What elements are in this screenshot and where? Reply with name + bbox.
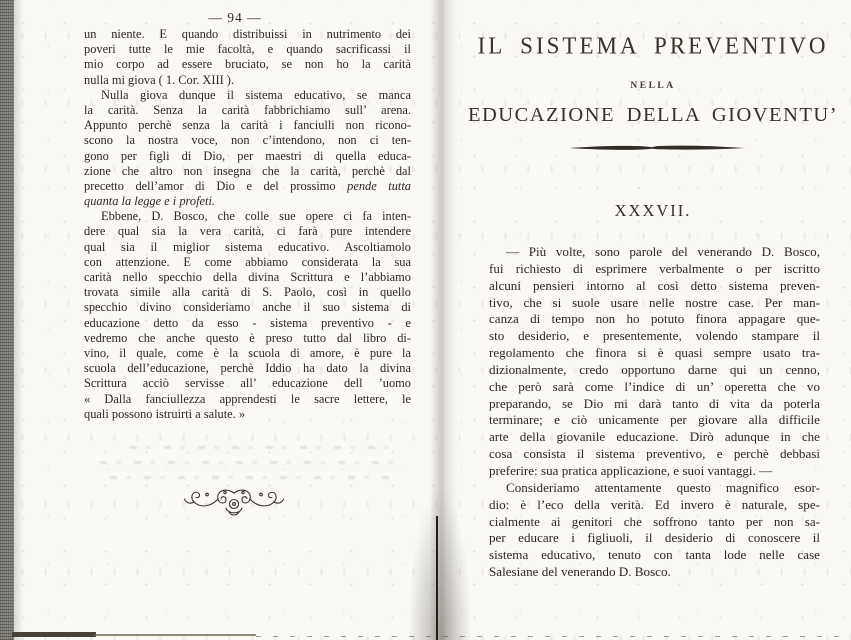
text-line: trovata simile alla carità di S. Paolo, così in quello bbox=[84, 285, 411, 300]
scan-edge-left-fade bbox=[14, 0, 24, 640]
text-line: la carità. Senza la carità fabbrichiamo sull’ arena. bbox=[84, 102, 411, 117]
chapter-subtitle: NELLA bbox=[630, 81, 676, 91]
right-page-body-text bbox=[489, 244, 820, 581]
text-line: vino, il quale, come è la scuola di amore, è pure la bbox=[84, 345, 411, 360]
text-line: precetto dell’amor di Dio e del prossimo pende tutta bbox=[84, 178, 411, 193]
gutter-shadow-bottom bbox=[408, 490, 472, 640]
text-line: fui richiesto di esprimere verbalmente o per iscritto bbox=[489, 260, 820, 276]
text-line: mio corpo ad essere bruciato, se non ho la carità bbox=[84, 57, 411, 72]
bleed-through-noise bbox=[110, 476, 390, 479]
text-line: cialmente ai genitori che soffrono tanto per non sa- bbox=[489, 513, 820, 529]
text-line: educazione detto da esso - sistema preventivo - e bbox=[84, 315, 411, 330]
text-line: preferire: sua pratica applicazione, e suoi vantaggi. — bbox=[489, 462, 773, 478]
text-line: preparando, se Dio mi darà tanto di vita da poterla bbox=[489, 395, 820, 411]
text-line: zione che altro non insegna che la carità, perchè dal bbox=[84, 163, 411, 178]
text-line: specchio divino consideriamo anche il suo sistema di bbox=[84, 300, 411, 315]
left-page-body-text bbox=[84, 27, 411, 422]
text-line: Appunto perchè senza la carità i fanciulli non ricono- bbox=[84, 118, 411, 133]
text-line: con attenzione. E come abbiamo considerata la sua bbox=[84, 254, 411, 269]
text-line: per educare i figliuoli, il desiderio di conoscere il bbox=[489, 530, 820, 546]
text-line: quali possono istruirti a salute. » bbox=[84, 406, 246, 421]
text-line: dere qual sia la vera carità, ci farà pure intendere bbox=[84, 224, 411, 239]
text-line: che però sarà come l’indice di un’ operetta che vo bbox=[489, 378, 820, 394]
text-line: gono per figli di Dio, per maestri di quella educa- bbox=[84, 148, 411, 163]
scroll-flourish-ornament bbox=[181, 483, 287, 519]
chapter-title: IL SISTEMA PREVENTIVO bbox=[477, 32, 829, 59]
chapter-title-line2: EDUCAZIONE DELLA GIOVENTU’ bbox=[467, 104, 839, 126]
text-line: nulla mi giova ( 1. Cor. XIII ). bbox=[84, 72, 235, 87]
text-line: dizionalmente, credo opportuno darne qui un cenno, bbox=[489, 361, 820, 377]
text-line: scuola dell’educazione, perchè Iddio ha dato la divina bbox=[84, 361, 411, 376]
text-line: regolamento che finora si è quasi sempre usato tra- bbox=[489, 345, 820, 361]
text-line: Consideriamo attentamente questo magnifico esor- bbox=[506, 479, 820, 495]
text-line: alcuni pensieri intorno al così detto sistema preven- bbox=[489, 277, 820, 293]
bleed-through-noise bbox=[130, 446, 400, 449]
text-line: canza di tempo non ho potuto finora appagare que- bbox=[489, 311, 820, 327]
text-line: tivo, che si suole usare nelle nostre case. Per man- bbox=[489, 294, 820, 310]
tapered-rule-ornament bbox=[568, 144, 746, 152]
text-line: « Dalla fanciullezza apprendesti le sacre lettere, le bbox=[84, 391, 411, 406]
text-line: vedremo che anche questo è preso tutto dal libro di- bbox=[84, 330, 411, 345]
text-line: — Più volte, sono parole del venerando D. Bosco, bbox=[506, 244, 820, 259]
section-heading: XXXVII. bbox=[614, 201, 692, 220]
text-line: sistema educativo, tenuto con tanta lode nelle case bbox=[489, 547, 820, 563]
text-line: qual sia il miglior sistema educativo. Ascoltiamolo bbox=[84, 239, 411, 254]
gutter-fold-line bbox=[436, 516, 438, 640]
scan-edge-left bbox=[0, 0, 14, 640]
text-line: un niente. E quando distribuissi in nutrimento dei bbox=[84, 27, 411, 41]
bleed-through-noise bbox=[100, 461, 400, 464]
text-line: Salesiane del venerando D. Bosco. bbox=[489, 564, 671, 580]
text-line: quanta la legge e i profeti. bbox=[84, 194, 215, 209]
text-line: sto desiderio, e presentemente, volendo stampare il bbox=[489, 328, 820, 344]
text-line: terminare; e ciò unicamente per giovare alla difficile bbox=[489, 412, 820, 428]
text-line: Scrittura acciò servisse all’ educazione dell ’uomo bbox=[84, 376, 411, 391]
text-line: poveri tutte le mie facoltà, e quando sacrificassi il bbox=[84, 42, 411, 57]
bottom-scan-edge-dots bbox=[256, 636, 841, 637]
text-line: carità nello specchio della divina Scrittura e l’abbiamo bbox=[84, 270, 411, 284]
text-line: Ebbene, D. Bosco, che colle sue opere ci fa inten- bbox=[101, 209, 411, 224]
text-line: Nulla giova dunque il sistema educativo, se manca bbox=[101, 87, 411, 102]
text-line: dio: è l’eco della verità. Ed invero è naturale, spe- bbox=[489, 496, 820, 512]
page-number: — 94 — bbox=[208, 10, 262, 25]
bottom-scan-edge bbox=[12, 632, 96, 637]
bottom-scan-edge-mid bbox=[94, 634, 256, 636]
text-line: scono la nostra voce, non c’intendono, non ci ten- bbox=[84, 133, 411, 148]
text-line: cosa consista il sistema preventivo, e perchè debbasi bbox=[489, 446, 820, 462]
text-line: arte della giovanile educazione. Dirò adunque in che bbox=[489, 429, 820, 445]
